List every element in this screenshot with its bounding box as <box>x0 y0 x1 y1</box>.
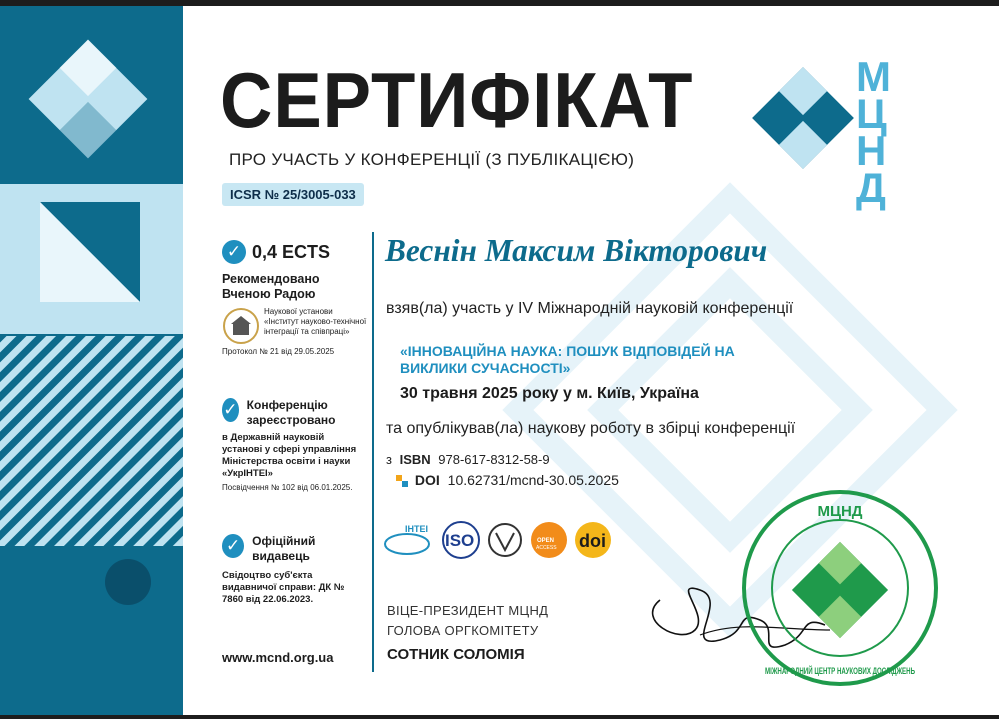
stamp-ring-text: МІЖНАРОДНИЙ ЦЕНТР НАУКОВИХ ДОСЛІДЖЕНЬ <box>765 666 985 676</box>
check-icon: ✓ <box>222 240 246 264</box>
left-decorative-band <box>0 6 183 715</box>
certificate-title: СЕРТИФІКАТ <box>220 56 694 144</box>
isbn-value: 978-617-8312-58-9 <box>438 452 550 467</box>
official-stamp <box>740 488 985 688</box>
signer-name: СОТНИК СОЛОМІЯ <box>387 646 525 663</box>
certificate-subtitle: ПРО УЧАСТЬ У КОНФЕРЕНЦІЇ (З ПУБЛІКАЦІЄЮ) <box>229 150 635 169</box>
isbn-prefix: з <box>386 452 392 467</box>
doi-logo-text: doi <box>579 531 606 551</box>
signer-role-line2: ГОЛОВА ОРГКОМІТЕТУ <box>387 623 539 638</box>
recommended-text: Рекомендовано Вченою Радою <box>222 272 320 301</box>
divider-line <box>372 232 374 672</box>
open-access-text-access: ACCESS <box>536 545 557 551</box>
ects-value: 0,4 ECTS <box>252 241 331 262</box>
check-icon: ✓ <box>222 534 244 558</box>
registered-title: Конференцію зареєстровано <box>246 398 336 427</box>
mcnd-logo-text: МЦНД <box>856 53 891 211</box>
doi-line <box>396 472 619 488</box>
publisher-detail: Свідоцтво суб'єкта видавничої справи: ДК № 7860 від 22.06.2023. <box>222 570 345 605</box>
isbn-line <box>386 452 550 467</box>
ects-block <box>222 240 367 357</box>
conference-date-place: 30 травня 2025 року у м. Київ, Україна <box>400 385 699 402</box>
institute-name: Наукової установи «Інститут науково-технічної інтеграції та співпраці» <box>264 307 367 336</box>
website-link[interactable]: www.mcnd.org.ua <box>222 650 334 665</box>
registered-detail: в Державній науковій установі у сфері управління Міністерства освіти і науки «УкрІНТЕІ» <box>222 432 357 479</box>
recipient-name: Веснін Максим Вікторович <box>385 232 768 268</box>
partner-logos <box>383 520 633 560</box>
registration-block <box>222 398 367 493</box>
doi-mark-icon <box>396 475 408 487</box>
stamp-top-text: МЦНД <box>817 503 863 520</box>
isbn-label: ISBN <box>399 452 431 467</box>
intei-logo-icon <box>385 534 429 554</box>
institute-emblem-icon <box>222 307 260 345</box>
publisher-title: Офіційний видавець <box>252 534 316 563</box>
check-icon: ✓ <box>222 398 239 422</box>
signer-role-line1: ВІЦЕ-ПРЕЗИДЕНТ МЦНД <box>387 603 549 618</box>
doi-value[interactable]: 10.62731/mcnd-30.05.2025 <box>447 472 619 488</box>
publication-text: та опублікував(ла) наукову роботу в збірці конференції <box>386 420 796 437</box>
geometric-pattern-icon <box>0 6 183 715</box>
doi-label: DOI <box>414 472 440 488</box>
participation-text: взяв(ла) участь у IV Міжнародній науковій конференції <box>386 300 794 317</box>
certificate-code-badge: ICSR № 25/3005-033 <box>222 183 364 206</box>
protocol-text: Протокол № 21 від 29.05.2025 <box>222 347 335 356</box>
certificate-number: Посвідчення № 102 від 06.01.2025. <box>222 483 353 492</box>
conference-title: «ІННОВАЦІЙНА НАУКА: ПОШУК ВІДПОВІДЕЙ НА ВИКЛИКИ СУЧАСНОСТІ» <box>400 343 735 376</box>
intei-logo-text: ІНТЕІ <box>405 524 429 534</box>
publisher-block <box>222 534 367 606</box>
stamp-icon <box>740 488 985 688</box>
signer-role <box>387 601 548 641</box>
iso-logo-text: ISO <box>445 531 475 550</box>
open-access-text-open: OPEN <box>537 538 555 544</box>
logo-icons <box>383 520 633 560</box>
bottom-border <box>0 715 999 719</box>
